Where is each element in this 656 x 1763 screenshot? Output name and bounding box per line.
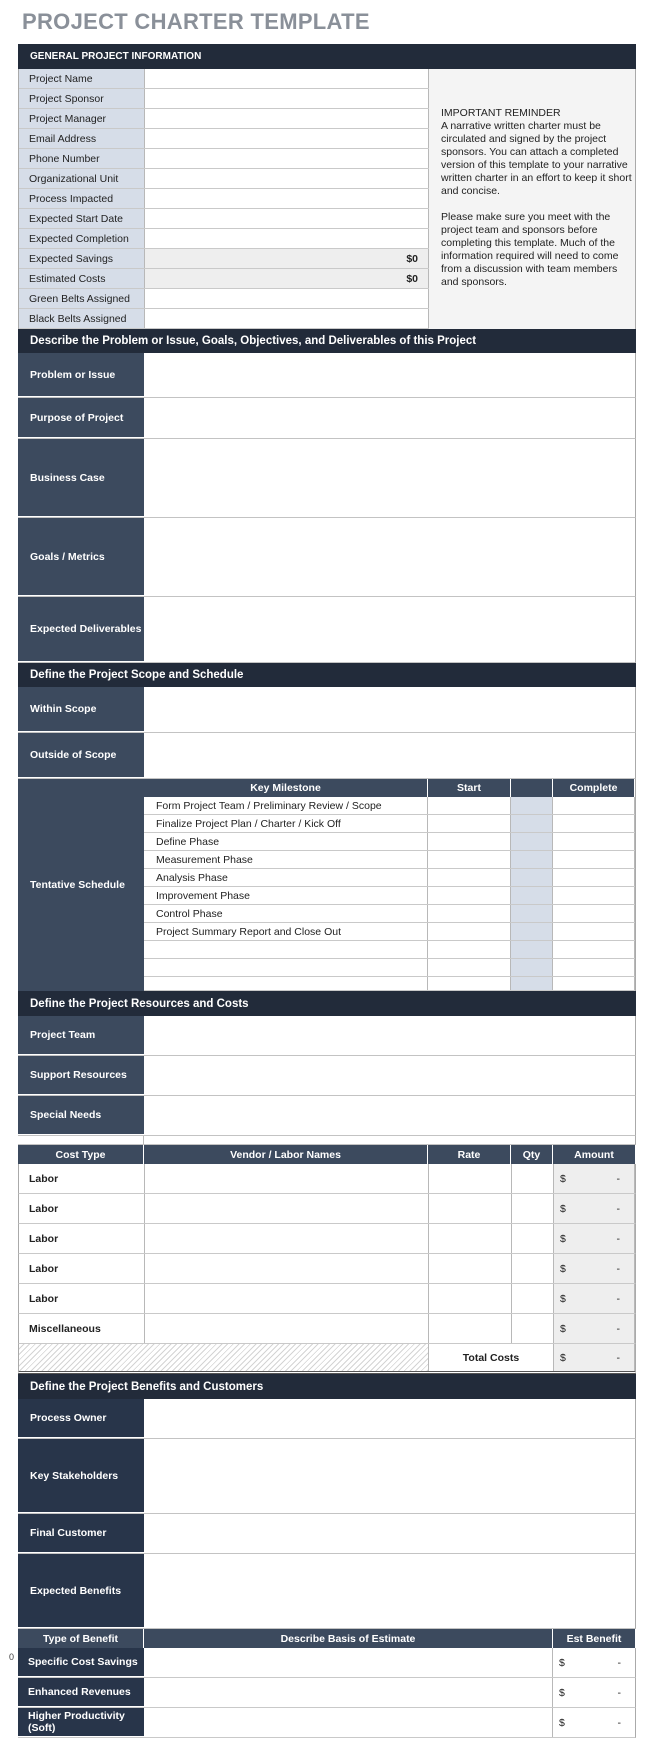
total-costs-label: Total Costs [429, 1344, 554, 1371]
cost-type: Labor [19, 1254, 145, 1283]
problem-row-field[interactable] [144, 518, 635, 596]
vendor-name-field[interactable] [145, 1284, 429, 1313]
general-field-row [19, 109, 429, 129]
vendor-name-field[interactable] [145, 1194, 429, 1223]
milestone-name: Analysis Phase [144, 869, 428, 886]
milestone-name: Project Summary Report and Close Out [144, 923, 428, 940]
milestone-complete[interactable] [553, 833, 635, 850]
general-field-row [19, 129, 429, 149]
problem-row [18, 597, 636, 663]
rate-field[interactable] [429, 1164, 512, 1193]
problem-row [18, 353, 636, 398]
benefit-item-row [18, 1708, 636, 1738]
currency-symbol: $ [559, 1686, 565, 1699]
rate-field[interactable] [429, 1194, 512, 1223]
milestone-name: Form Project Team / Preliminary Review / Scope [144, 797, 428, 814]
outside-scope-label: Outside of Scope [18, 733, 144, 778]
milestone-name [144, 941, 428, 958]
cost-row [18, 1284, 636, 1314]
schedule-row [144, 833, 635, 851]
reminder-paragraph-2: Please make sure you meet with the project team and sponsors before completing this template. Much of the information required will need to come from a discussion with team members and sponsors. [441, 211, 619, 288]
schedule-rows [144, 797, 635, 991]
est-benefit-cell[interactable] [553, 1708, 635, 1737]
col-rate: Rate [428, 1145, 511, 1164]
general-field-row [19, 69, 429, 89]
general-field-value[interactable]: $0 [145, 269, 429, 288]
problem-row-label: Goals / Metrics [18, 518, 144, 596]
milestone-gap [511, 851, 553, 868]
milestone-start[interactable] [428, 797, 511, 814]
resource-spacer [18, 1136, 636, 1145]
cost-row [18, 1254, 636, 1284]
benefit-row-field[interactable] [144, 1514, 635, 1553]
general-fields [19, 69, 429, 329]
benefit-row [18, 1399, 636, 1439]
amount-cell [554, 1194, 635, 1223]
problem-row [18, 518, 636, 597]
cost-row [18, 1224, 636, 1254]
general-field-value[interactable]: $0 [145, 249, 429, 268]
cost-row [18, 1194, 636, 1224]
milestone-complete[interactable] [553, 977, 635, 990]
resource-row-label: Support Resources [18, 1056, 144, 1095]
basis-of-estimate-field[interactable] [144, 1708, 553, 1737]
problem-rows [18, 353, 636, 663]
problem-row-label: Expected Deliverables [18, 597, 144, 662]
schedule-row [144, 851, 635, 869]
problem-row-label: Problem or Issue [18, 353, 144, 397]
resource-row [18, 1096, 636, 1136]
resources-section-header: Define the Project Resources and Costs [18, 991, 636, 1016]
milestone-complete[interactable] [553, 941, 635, 958]
general-field-row [19, 289, 429, 309]
schedule-row [144, 869, 635, 887]
rate-field[interactable] [429, 1284, 512, 1313]
problem-row-field[interactable] [144, 398, 635, 438]
schedule-row [144, 941, 635, 959]
benefit-item-row [18, 1648, 636, 1678]
general-field-row [19, 89, 429, 109]
rate-field[interactable] [429, 1314, 512, 1343]
cost-row [18, 1164, 636, 1194]
milestone-gap [511, 833, 553, 850]
amount-dash: - [616, 1322, 620, 1335]
currency-symbol: $ [560, 1232, 566, 1245]
resource-row-label: Project Team [18, 1016, 144, 1055]
est-benefit-cell[interactable] [553, 1648, 635, 1677]
milestone-complete[interactable] [553, 815, 635, 832]
general-field-label: Expected Savings [19, 249, 145, 268]
general-field-label: Project Name [19, 69, 145, 88]
resource-row-field[interactable] [144, 1096, 635, 1135]
milestone-complete[interactable] [553, 905, 635, 922]
amount-dash: - [617, 1686, 621, 1699]
general-field-value[interactable] [145, 69, 429, 88]
col-key-milestone: Key Milestone [144, 779, 428, 797]
milestone-gap [511, 869, 553, 886]
milestone-complete[interactable] [553, 797, 635, 814]
amount-dash: - [616, 1351, 620, 1364]
qty-field[interactable] [512, 1224, 554, 1253]
amount-dash: - [616, 1292, 620, 1305]
cost-type: Labor [19, 1164, 145, 1193]
currency-symbol: $ [560, 1292, 566, 1305]
amount-cell [554, 1314, 635, 1343]
milestone-start[interactable] [428, 869, 511, 886]
col-gap [511, 779, 553, 797]
amount-cell [554, 1224, 635, 1253]
rate-field[interactable] [429, 1254, 512, 1283]
benefit-type: Enhanced Revenues [18, 1678, 144, 1707]
amount-cell [554, 1164, 635, 1193]
vendor-name-field[interactable] [145, 1164, 429, 1193]
resource-row [18, 1056, 636, 1096]
problem-row [18, 439, 636, 518]
general-field-value[interactable] [145, 89, 429, 108]
problem-row-field[interactable] [144, 597, 635, 662]
problem-row-field[interactable] [144, 353, 635, 397]
problem-row-field[interactable] [144, 439, 635, 517]
milestone-complete[interactable] [553, 869, 635, 886]
problem-row-label: Business Case [18, 439, 144, 517]
general-field-label: Project Manager [19, 109, 145, 128]
benefit-row-label: Key Stakeholders [18, 1439, 144, 1513]
milestone-complete[interactable] [553, 851, 635, 868]
milestone-start[interactable] [428, 941, 511, 958]
schedule-table [144, 779, 635, 991]
benefit-row-label: Expected Benefits [18, 1554, 144, 1628]
benefit-row-field[interactable] [144, 1439, 635, 1513]
general-info-block [18, 69, 636, 329]
schedule-row [144, 977, 635, 991]
schedule-row [144, 815, 635, 833]
general-field-value[interactable] [145, 129, 429, 148]
total-costs-amount [554, 1344, 635, 1371]
schedule-row [144, 797, 635, 815]
general-field-row [19, 169, 429, 189]
col-basis: Describe Basis of Estimate [144, 1629, 553, 1648]
tentative-schedule [18, 779, 636, 991]
general-field-value[interactable] [145, 289, 429, 308]
page-title: PROJECT CHARTER TEMPLATE [22, 9, 370, 34]
col-complete: Complete [553, 779, 635, 797]
cost-type: Miscellaneous [19, 1314, 145, 1343]
currency-symbol: $ [560, 1351, 566, 1364]
col-start: Start [428, 779, 511, 797]
milestone-gap [511, 905, 553, 922]
benefit-type: Specific Cost Savings [18, 1648, 144, 1677]
amount-dash: - [616, 1232, 620, 1245]
tentative-schedule-label: Tentative Schedule [18, 779, 144, 991]
qty-field[interactable] [512, 1194, 554, 1223]
qty-field[interactable] [512, 1284, 554, 1313]
currency-symbol: $ [560, 1202, 566, 1215]
charter-sheet [18, 44, 636, 1738]
within-scope-label: Within Scope [18, 687, 144, 732]
scope-section-header: Define the Project Scope and Schedule [18, 663, 636, 687]
milestone-gap [511, 977, 553, 990]
cost-type: Labor [19, 1224, 145, 1253]
qty-field[interactable] [512, 1164, 554, 1193]
reminder-title: IMPORTANT REMINDER [441, 107, 561, 119]
milestone-start[interactable] [428, 959, 511, 976]
milestone-name: Control Phase [144, 905, 428, 922]
milestone-gap [511, 797, 553, 814]
amount-dash: - [617, 1656, 621, 1669]
general-field-value[interactable] [145, 309, 429, 328]
general-field-label: Estimated Costs [19, 269, 145, 288]
benefit-items [18, 1648, 636, 1738]
qty-field[interactable] [512, 1254, 554, 1283]
milestone-complete[interactable] [553, 923, 635, 940]
currency-symbol: $ [560, 1262, 566, 1275]
general-field-label: Expected Start Date [19, 209, 145, 228]
benefits-section-header: Define the Project Benefits and Customers [18, 1374, 636, 1399]
general-field-label: Green Belts Assigned [19, 289, 145, 308]
resource-row [18, 1016, 636, 1056]
resource-row-field[interactable] [144, 1016, 635, 1055]
milestone-name: Improvement Phase [144, 887, 428, 904]
margin-marker: 0 [9, 1652, 15, 1662]
amount-dash: - [616, 1202, 620, 1215]
milestone-start[interactable] [428, 851, 511, 868]
currency-symbol: $ [560, 1322, 566, 1335]
cost-header-row [18, 1145, 636, 1164]
amount-dash: - [617, 1716, 621, 1729]
general-field-label: Organizational Unit [19, 169, 145, 188]
benefit-row-label: Final Customer [18, 1514, 144, 1553]
within-scope-row [18, 687, 636, 733]
general-field-value[interactable] [145, 209, 429, 228]
problem-row [18, 398, 636, 439]
cost-type: Labor [19, 1194, 145, 1223]
total-hatch [19, 1344, 429, 1371]
amount-dash: - [616, 1262, 620, 1275]
milestone-name: Finalize Project Plan / Charter / Kick Off [144, 815, 428, 832]
benefit-type: Higher Productivity (Soft) [18, 1708, 144, 1737]
schedule-row [144, 905, 635, 923]
general-field-value[interactable] [145, 169, 429, 188]
amount-cell [554, 1254, 635, 1283]
milestone-name: Define Phase [144, 833, 428, 850]
milestone-complete[interactable] [553, 887, 635, 904]
basis-of-estimate-field[interactable] [144, 1678, 553, 1707]
benefit-row [18, 1439, 636, 1514]
benefit-row-field[interactable] [144, 1399, 635, 1438]
vendor-name-field[interactable] [145, 1314, 429, 1343]
general-field-label: Project Sponsor [19, 89, 145, 108]
qty-field[interactable] [512, 1314, 554, 1343]
est-benefit-cell[interactable] [553, 1678, 635, 1707]
general-field-label: Email Address [19, 129, 145, 148]
milestone-name [144, 959, 428, 976]
col-cost-type: Cost Type [18, 1145, 144, 1164]
col-amount: Amount [553, 1145, 636, 1164]
milestone-gap [511, 887, 553, 904]
milestone-start[interactable] [428, 905, 511, 922]
outside-scope-field[interactable] [144, 733, 635, 778]
vendor-name-field[interactable] [145, 1254, 429, 1283]
schedule-header-row [144, 779, 635, 797]
benefit-row-field[interactable] [144, 1554, 635, 1628]
general-field-row [19, 189, 429, 209]
general-field-value[interactable] [145, 229, 429, 248]
reminder-paragraph-1: A narrative written charter must be circulated and signed by the project sponsors. You can attach a completed version of this template to your narrative written charter in an effort to keep it short and concise. [441, 120, 632, 197]
milestone-start[interactable] [428, 977, 511, 990]
col-type-of-benefit: Type of Benefit [18, 1629, 144, 1648]
cost-type: Labor [19, 1284, 145, 1313]
schedule-row [144, 959, 635, 977]
general-field-value[interactable] [145, 109, 429, 128]
benefit-header-row [18, 1629, 636, 1648]
total-costs-row [18, 1344, 636, 1374]
benefit-row [18, 1514, 636, 1554]
problem-section-header: Describe the Problem or Issue, Goals, Objectives, and Deliverables of this Project [18, 329, 636, 353]
milestone-gap [511, 941, 553, 958]
cost-rows [18, 1164, 636, 1344]
amount-cell [554, 1284, 635, 1313]
col-qty: Qty [511, 1145, 553, 1164]
milestone-start[interactable] [428, 815, 511, 832]
milestone-start[interactable] [428, 923, 511, 940]
resource-row-label: Special Needs [18, 1096, 144, 1135]
problem-row-label: Purpose of Project [18, 398, 144, 438]
resource-row-field[interactable] [144, 1056, 635, 1095]
currency-symbol: $ [559, 1656, 565, 1669]
col-est-benefit: Est Benefit [553, 1629, 636, 1648]
benefit-item-row [18, 1678, 636, 1708]
cost-row [18, 1314, 636, 1344]
general-field-value[interactable] [145, 149, 429, 168]
rate-field[interactable] [429, 1224, 512, 1253]
benefit-row [18, 1554, 636, 1629]
basis-of-estimate-field[interactable] [144, 1648, 553, 1677]
general-field-row [19, 209, 429, 229]
general-field-row [19, 149, 429, 169]
general-field-row [19, 249, 429, 269]
general-section-header: GENERAL PROJECT INFORMATION [18, 44, 636, 69]
milestone-gap [511, 959, 553, 976]
general-field-row [19, 269, 429, 289]
general-field-row [19, 309, 429, 329]
amount-dash: - [616, 1172, 620, 1185]
benefit-rows [18, 1399, 636, 1629]
important-reminder [429, 69, 635, 329]
outside-scope-row [18, 733, 636, 779]
within-scope-field[interactable] [144, 687, 635, 732]
benefit-row-label: Process Owner [18, 1399, 144, 1438]
general-field-row [19, 229, 429, 249]
col-vendor: Vendor / Labor Names [144, 1145, 428, 1164]
milestone-gap [511, 923, 553, 940]
milestone-start[interactable] [428, 833, 511, 850]
schedule-row [144, 887, 635, 905]
general-field-label: Phone Number [19, 149, 145, 168]
milestone-gap [511, 815, 553, 832]
milestone-name: Measurement Phase [144, 851, 428, 868]
currency-symbol: $ [559, 1716, 565, 1729]
general-field-label: Process Impacted [19, 189, 145, 208]
milestone-complete[interactable] [553, 959, 635, 976]
currency-symbol: $ [560, 1172, 566, 1185]
resource-rows [18, 1016, 636, 1136]
schedule-row [144, 923, 635, 941]
general-field-label: Black Belts Assigned [19, 309, 145, 328]
general-field-label: Expected Completion [19, 229, 145, 248]
general-field-value[interactable] [145, 189, 429, 208]
vendor-name-field[interactable] [145, 1224, 429, 1253]
milestone-start[interactable] [428, 887, 511, 904]
milestone-name [144, 977, 428, 990]
